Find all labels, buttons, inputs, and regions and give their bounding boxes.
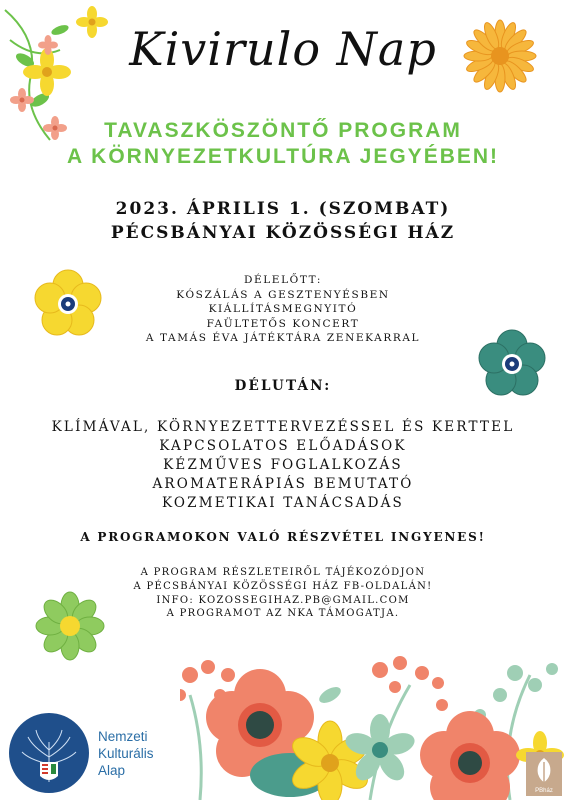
morning-item: A TAMÁS ÉVA JÁTÉKTÁRA ZENEKARRAL <box>145 332 421 344</box>
morning-item: FAÜLTETŐS KONCERT <box>206 317 360 330</box>
info-line: A PROGRAM RÉSZLETEIRŐL TÁJÉKOZÓDJON <box>140 567 426 578</box>
info-line: INFO: KOZOSSEGIHAZ.PB@GMAIL.COM <box>156 594 410 606</box>
community-house-logo-label: PBház <box>535 788 553 794</box>
nka-line: Kulturális <box>98 746 154 761</box>
morning-heading: DÉLELŐTT: <box>243 274 323 286</box>
afternoon-item: AROMATERÁPIÁS BEMUTATÓ <box>152 476 414 492</box>
morning-item: KÓSZÁLÁS A GESZTENYÉSBEN <box>176 288 390 301</box>
afternoon-item: KOZMETIKAI TANÁCSADÁS <box>161 495 405 511</box>
info-line: A PÉCSBÁNYAI KÖZÖSSÉGI HÁZ FB-OLDALÁN! <box>133 580 433 592</box>
afternoon-item: KLÍMÁVAL, KÖRNYEZETTERVEZÉSSEL ÉS KERTTEL <box>51 419 515 435</box>
afternoon-heading: DÉLUTÁN: <box>234 378 332 394</box>
event-date: 2023. ÁPRILIS 1. (SZOMBAT) <box>115 199 451 219</box>
community-house-logo <box>526 752 562 796</box>
event-venue: PÉCSBÁNYAI KÖZÖSSÉGI HÁZ <box>110 223 456 243</box>
nka-line: Alap <box>98 763 126 778</box>
poster-title: Kivirulo Nap <box>129 22 437 76</box>
afternoon-section <box>0 418 566 513</box>
green-flower-left <box>32 588 108 664</box>
nka-logo-icon <box>8 712 90 794</box>
info-line: A PROGRAMOT AZ NKA TÁMOGATJA. <box>166 608 400 620</box>
subtitle-line-2: A KÖRNYEZETKULTÚRA JEGYÉBEN! <box>66 145 500 168</box>
nka-line: Nemzeti <box>98 729 148 744</box>
flower-garden-bottom <box>180 655 566 800</box>
afternoon-item: KAPCSOLATOS ELŐADÁSOK <box>159 438 407 454</box>
nka-sponsor-text <box>98 728 154 779</box>
morning-item: KIÁLLÍTÁSMEGNYITÓ <box>208 303 358 315</box>
leaf-icon <box>526 752 562 788</box>
subtitle-line-1: TAVASZKÖSZÖNTŐ PROGRAM <box>104 119 462 142</box>
afternoon-item: KÉZMŰVES FOGLALKOZÁS <box>163 457 403 473</box>
free-notice: A PROGRAMOKON VALÓ RÉSZVÉTEL INGYENES! <box>80 530 486 544</box>
